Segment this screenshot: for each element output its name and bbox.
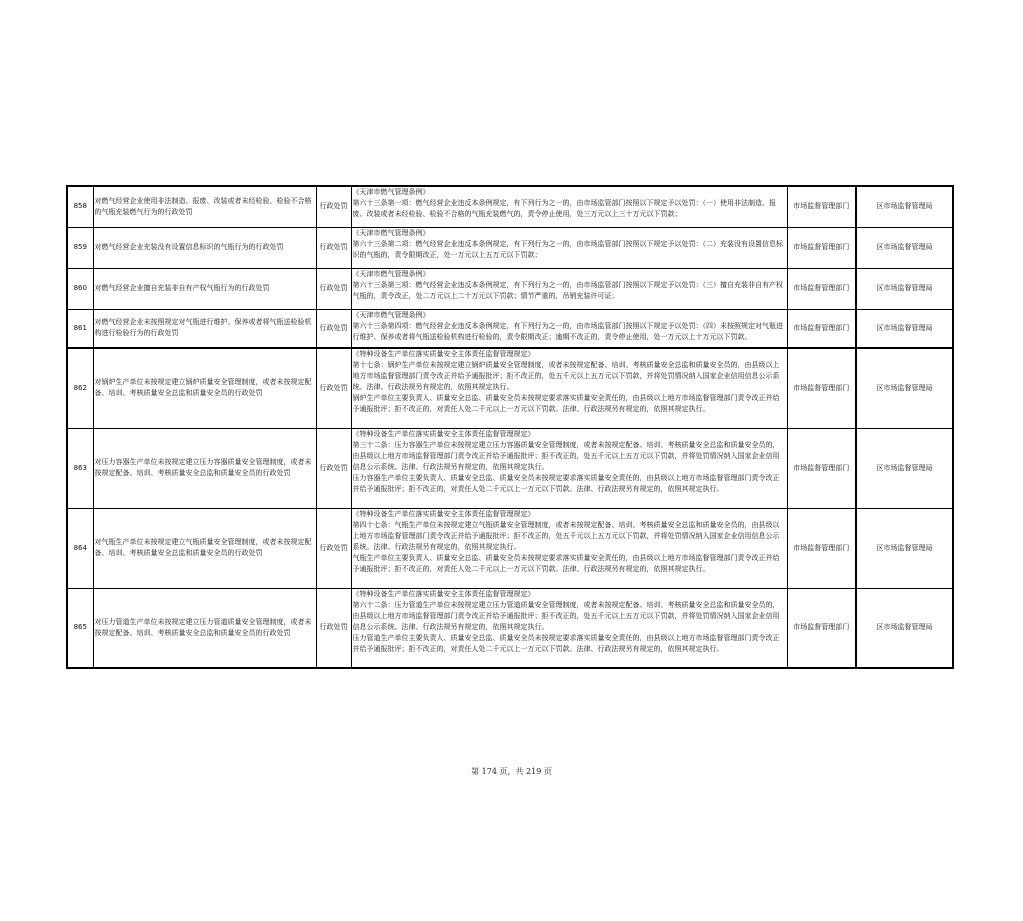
legal-basis-line: 《特种设备生产单位落实质量安全主体责任监督管理规定》 (352, 429, 535, 438)
item-name: 对压力容器生产单位未按规定建立压力容器质量安全管理制度，或者未按规定配备、培训、考核质量安全总监和质量安全员的行政处罚 (93, 428, 316, 508)
table-row (67, 309, 953, 348)
row-number: 864 (67, 508, 93, 588)
table-row (67, 428, 953, 508)
legal-basis-line: 《特种设备生产单位落实质量安全主体责任监督管理规定》 (352, 509, 535, 518)
legal-basis-text (353, 187, 786, 220)
item-name: 对压力管道生产单位未按规定建立压力管道质量安全管理制度，或者未按规定配备、培训、考核质量安全总监和质量安全员的行政处罚 (93, 588, 316, 668)
regulation-table-body (67, 186, 953, 668)
item-type: 行政处罚 (316, 186, 351, 227)
row-number: 865 (67, 588, 93, 668)
responsible-department: 市场监督管理部门 (787, 309, 856, 348)
implementing-agency: 区市场监督管理局 (856, 508, 953, 588)
legal-basis-text (353, 269, 786, 302)
responsible-department: 市场监督管理部门 (787, 588, 856, 668)
implementing-agency: 区市场监督管理局 (856, 227, 953, 268)
table-row (67, 268, 953, 309)
legal-basis (351, 508, 787, 588)
item-type: 行政处罚 (316, 348, 351, 428)
table-row (67, 348, 953, 428)
table-row (67, 227, 953, 268)
legal-basis-line: 第四十七条：气瓶生产单位未按规定建立气瓶质量安全管理制度，或者未按规定配备、培训、考核质量安全总监和质量安全员的，由县级以上地方市场监督管理部门责令改正并给予通报批评；拒不改正的，处五千元以上五万元以下罚款，并将处罚情况纳入国家企业信用信息公示系统。法律、行政法规另有规定的，依照其规定执行。 (352, 520, 780, 551)
item-name: 对气瓶生产单位未按规定建立气瓶质量安全管理制度，或者未按规定配备、培训、考核质量安全总监和质量安全员的行政处罚 (93, 508, 316, 588)
item-type: 行政处罚 (316, 268, 351, 309)
legal-basis (351, 348, 787, 428)
legal-basis-line: 《天津市燃气管理条例》 (352, 188, 430, 196)
implementing-agency: 区市场监督管理局 (856, 428, 953, 508)
legal-basis-text (353, 349, 786, 415)
legal-basis-line: 第十七条：锅炉生产单位未按规定建立锅炉质量安全管理制度，或者未按规定配备、培训、考核质量安全总监和质量安全员的，由县级以上地方市场监督管理部门责令改正并给予通报批评；拒不改正的，处五千元以上五万元以下罚款，并将处罚情况纳入国家企业信用信息公示系统。法律、行政法规另有规定的，依照其规定执行。 (352, 361, 780, 391)
legal-basis-line: 《特种设备生产单位落实质量安全主体责任监督管理规定》 (352, 589, 535, 598)
legal-basis-line: 锅炉生产单位主要负责人、质量安全总监、质量安全员未按规定要求落实质量安全责任的，由县级以上地方市场监督管理部门责令改正并给予通报批评；拒不改正的，对责任人处二千元以上一万元以下罚款。法律、行政法规另有规定的，依照其规定执行。 (352, 394, 780, 413)
implementing-agency: 区市场监督管理局 (856, 348, 953, 428)
table-row (67, 186, 953, 227)
item-type: 行政处罚 (316, 508, 351, 588)
legal-basis-line: 第六十三条第一项：燃气经营企业违反本条例规定，有下列行为之一的，由市场监管部门按照以下规定予以处罚：（一）使用非法制造、报废、改装或者未经检验、检验不合格的气瓶充装燃气的，责令停止使用，处三万元以上三十万元以下罚款； (352, 199, 776, 218)
item-type: 行政处罚 (316, 309, 351, 348)
responsible-department: 市场监督管理部门 (787, 186, 856, 227)
legal-basis-text (353, 509, 786, 575)
legal-basis-line: 压力管道生产单位主要负责人、质量安全总监、质量安全员未按规定要求落实质量安全责任的，由县级以上地方市场监督管理部门责令改正并给予通报批评；拒不改正的，对责任人处二千元以上一万元以下罚款。法律、行政法规另有规定的，依照其规定执行。 (352, 633, 780, 653)
item-name: 对燃气经营企业充装没有设置信息标识的气瓶行为的行政处罚 (93, 227, 316, 268)
responsible-department: 市场监督管理部门 (787, 268, 856, 309)
table-row (67, 588, 953, 668)
legal-basis-line: 第六十三条第二项：燃气经营企业违反本条例规定，有下列行为之一的，由市场监管部门按照以下规定予以处罚：（二）充装没有设置信息标识的气瓶的，责令限期改正，处一万元以上五万元以下罚款； (352, 239, 783, 259)
legal-basis-line: 第六十三条第三项：燃气经营企业违反本条例规定，有下列行为之一的，由市场监管部门按照以下规定予以处罚：（三）擅自充装非自有产权气瓶的，责令改正，处二万元以上二十万元以下罚款；情节严重的，吊销充装许可证； (352, 280, 783, 300)
table-row (67, 508, 953, 588)
responsible-department: 市场监督管理部门 (787, 508, 856, 588)
implementing-agency: 区市场监督管理局 (856, 268, 953, 309)
responsible-department: 市场监督管理部门 (787, 227, 856, 268)
row-number: 862 (67, 348, 93, 428)
regulation-table (66, 185, 954, 669)
legal-basis-line: 《特种设备生产单位落实质量安全主体责任监督管理规定》 (352, 350, 535, 358)
legal-basis-line: 《天津市燃气管理条例》 (352, 310, 430, 319)
legal-basis-line: 《天津市燃气管理条例》 (352, 269, 430, 278)
legal-basis-line: 第三十二条：压力容器生产单位未按规定建立压力容器质量安全管理制度，或者未按规定配备、培训、考核质量安全总监和质量安全员的，由县级以上地方市场监督管理部门责令改正并给予通报批评；拒不改正的，处五千元以上五万元以下罚款，并将处罚情况纳入国家企业信用信息公示系统。法律、行政法规另有规定的，依照其规定执行。 (352, 440, 780, 471)
item-type: 行政处罚 (316, 588, 351, 668)
legal-basis (351, 309, 787, 348)
item-name: 对燃气经营企业使用非法制造、报废、改装或者未经检验、检验不合格的气瓶充装燃气行为的行政处罚 (93, 186, 316, 227)
legal-basis-line: 第六十三条第四项：燃气经营企业违反本条例规定，有下列行为之一的，由市场监管部门按照以下规定予以处罚：（四）未按照规定对气瓶进行维护、保养或者将气瓶送检验机构进行检验的，责令限期改正；逾期不改正的，责令停止使用，处一万元以上十万元以下罚款。 (352, 321, 783, 341)
legal-basis (351, 227, 787, 268)
row-number: 861 (67, 309, 93, 348)
responsible-department: 市场监督管理部门 (787, 428, 856, 508)
implementing-agency: 区市场监督管理局 (856, 309, 953, 348)
responsible-department: 市场监督管理部门 (787, 348, 856, 428)
legal-basis-line: 气瓶生产单位主要负责人、质量安全总监、质量安全员未按规定要求落实质量安全责任的，由县级以上地方市场监督管理部门责令改正并给予通报批评；拒不改正的，对责任人处二千元以上一万元以下罚款。法律、行政法规另有规定的，依照其规定执行。 (352, 553, 780, 573)
legal-basis-text (353, 589, 786, 655)
legal-basis-line: 《天津市燃气管理条例》 (352, 228, 430, 237)
legal-basis (351, 588, 787, 668)
legal-basis-line: 第六十二条：压力管道生产单位未按规定建立压力管道质量安全管理制度，或者未按规定配备、培训、考核质量安全总监和质量安全员的，由县级以上地方市场监督管理部门责令改正并给予通报批评；拒不改正的，处五千元以上五万元以下罚款，并将处罚情况纳入国家企业信用信息公示系统。法律、行政法规另有规定的，依照其规定执行。 (352, 600, 780, 631)
item-name: 对燃气经营企业未按照规定对气瓶进行维护、保养或者将气瓶送检验机构进行检验行为的行政处罚 (93, 309, 316, 348)
page-footer: 第 174 页，共 219 页 (471, 767, 552, 776)
implementing-agency: 区市场监督管理局 (856, 588, 953, 668)
legal-basis-line: 压力容器生产单位主要负责人、质量安全总监、质量安全员未按规定要求落实质量安全责任的，由县级以上地方市场监督管理部门责令改正并给予通报批评；拒不改正的，对责任人处二千元以上一万元以下罚款。法律、行政法规另有规定的，依照其规定执行。 (352, 473, 780, 493)
legal-basis (351, 268, 787, 309)
legal-basis (351, 428, 787, 508)
legal-basis-text (353, 310, 786, 343)
implementing-agency: 区市场监督管理局 (856, 186, 953, 227)
item-name: 对锅炉生产单位未按规定建立锅炉质量安全管理制度，或者未按规定配备、培训、考核质量安全总监和质量安全员的行政处罚 (93, 348, 316, 428)
row-number: 863 (67, 428, 93, 508)
item-type: 行政处罚 (316, 428, 351, 508)
item-type: 行政处罚 (316, 227, 351, 268)
legal-basis-text (353, 429, 786, 495)
row-number: 860 (67, 268, 93, 309)
row-number: 859 (67, 227, 93, 268)
legal-basis-text (353, 228, 786, 261)
legal-basis (351, 186, 787, 227)
row-number: 858 (67, 186, 93, 227)
item-name: 对燃气经营企业擅自充装非自有产权气瓶行为的行政处罚 (93, 268, 316, 309)
